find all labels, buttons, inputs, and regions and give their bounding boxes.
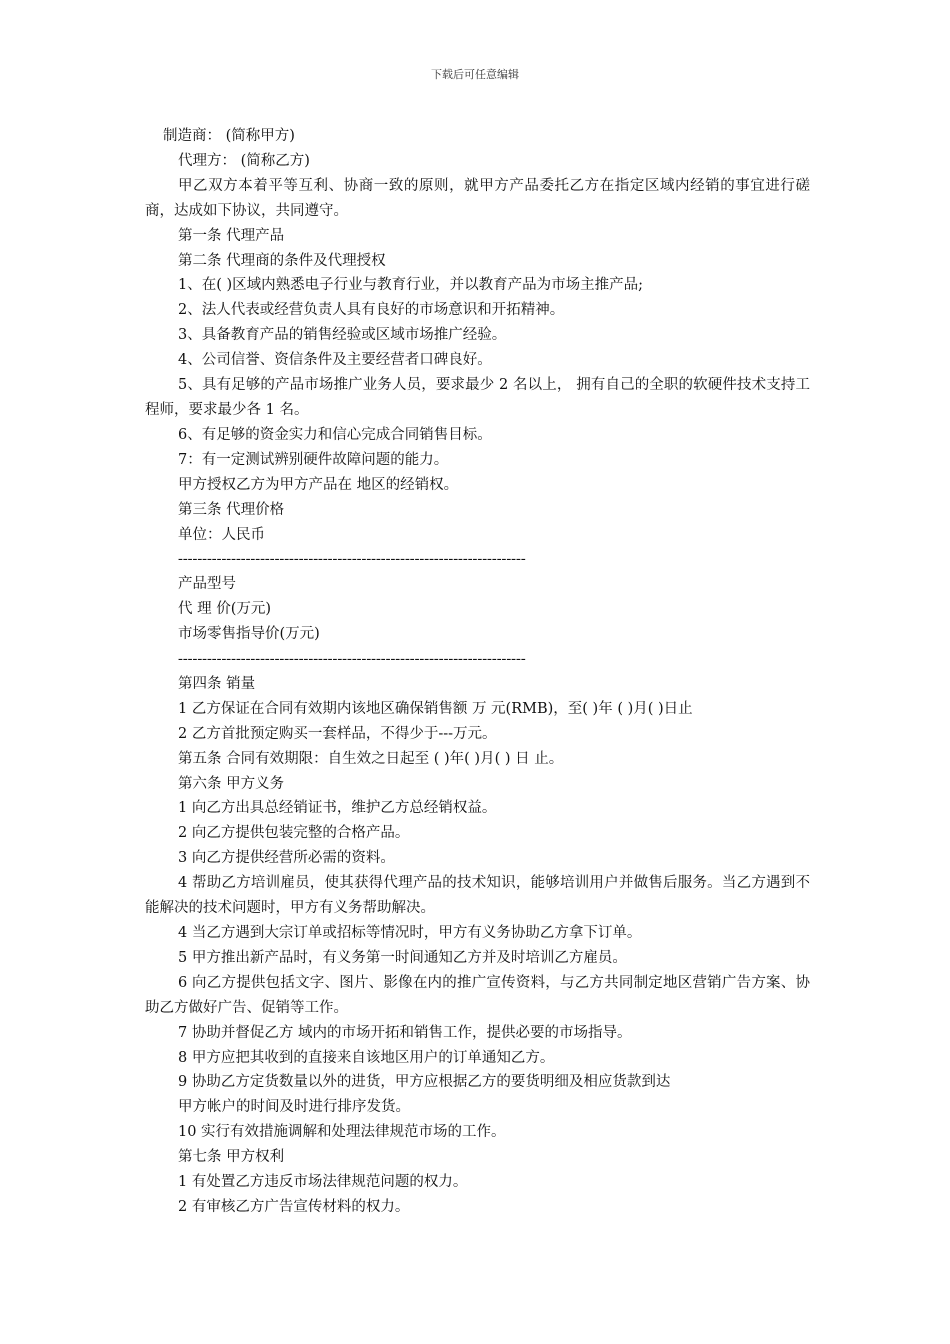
price-table-column: 市场零售指导价(万元): [178, 626, 320, 643]
article-2-item: 7：有一定测试辨别硬件故障问题的能力。: [178, 451, 449, 468]
table-divider: ------------------------------------------------------------------------: [178, 651, 526, 668]
article-7-item: 2 有审核乙方广告宣传材料的权力。: [178, 1198, 410, 1215]
article-6-item: 5 甲方推出新产品时，有义务第一时间通知乙方并及时培训乙方雇员。: [178, 949, 627, 966]
article-6-item: 2 向乙方提供包装完整的合格产品。: [178, 825, 410, 842]
article-6-heading: 第六条 甲方义务: [178, 775, 285, 792]
party-agent: 代理方： (简称乙方): [178, 152, 310, 169]
article-6-item: 4 帮助乙方培训雇员，使其获得代理产品的技术知识，能够培训用户并做售后服务。当乙方遇到不能解决的技术问题时，甲方有义务帮助解决。: [145, 875, 810, 917]
article-4-heading: 第四条 销量: [178, 675, 256, 692]
article-4-item: 1 乙方保证在合同有效期内该地区确保销售额 万 元(RMB)，至( )年 ( )月( )日止: [178, 700, 693, 717]
article-2-heading: 第二条 代理商的条件及代理授权: [178, 252, 386, 269]
document-body: [145, 124, 810, 1220]
article-6-item: 7 协助并督促乙方 域内的市场开拓和销售工作，提供必要的市场指导。: [178, 1024, 632, 1041]
article-6-item: 10 实行有效措施调解和处理法律规范市场的工作。: [178, 1124, 506, 1141]
article-6-item-continuation: 甲方帐户的时间及时进行排序发货。: [178, 1099, 410, 1116]
article-2-item: 5、具有足够的产品市场推广业务人员，要求最少 2 名以上， 拥有自己的全职的软硬件技术支持工程师，要求最少各 1 名。: [145, 377, 810, 418]
article-6-item: 4 当乙方遇到大宗订单或招标等情况时，甲方有义务协助乙方拿下订单。: [178, 925, 642, 941]
article-6-item: 3 向乙方提供经营所必需的资料。: [178, 850, 395, 867]
article-6-item: 8 甲方应把其收到的直接来自该地区用户的订单通知乙方。: [178, 1049, 555, 1066]
authorization-statement: 甲方授权乙方为甲方产品在 地区的经销权。: [178, 476, 459, 493]
article-2-item: 3、具备教育产品的销售经验或区域市场推广经验。: [178, 327, 507, 344]
article-3-heading: 第三条 代理价格: [178, 501, 285, 518]
article-7-heading: 第七条 甲方权利: [178, 1149, 285, 1166]
preamble-paragraph: 甲乙双方本着平等互利、协商一致的原则，就甲方产品委托乙方在指定区域内经销的事宜进行磋商，达成如下协议，共同遵守。: [145, 177, 810, 219]
article-6-item: 9 协助乙方定货数量以外的进货，甲方应根据乙方的要货明细及相应货款到达: [178, 1074, 671, 1091]
article-2-item: 4、公司信誉、资信条件及主要经营者口碑良好。: [178, 352, 492, 369]
party-manufacturer: 制造商： (简称甲方): [163, 128, 295, 144]
table-divider: ------------------------------------------------------------------------: [178, 551, 526, 568]
article-5-heading: 第五条 合同有效期限：自生效之日起至 ( )年( )月( ) 日 止。: [178, 750, 564, 767]
article-2-item: 2、法人代表或经营负责人具有良好的市场意识和开拓精神。: [178, 302, 565, 319]
price-table-column: 代 理 价(万元): [178, 601, 272, 618]
article-4-item: 2 乙方首批预定购买一套样品，不得少于---万元。: [178, 725, 497, 742]
article-6-item: 6 向乙方提供包括文字、图片、影像在内的推广宣传资料，与乙方共同制定地区营销广告方案、协助乙方做好广告、促销等工作。: [145, 974, 810, 1016]
article-6-item: 1 向乙方出具总经销证书，维护乙方总经销权益。: [178, 800, 497, 817]
article-7-item: 1 有处置乙方违反市场法律规范问题的权力。: [178, 1174, 468, 1191]
page-header-note: 下载后可任意编辑: [431, 68, 519, 81]
article-1-heading: 第一条 代理产品: [178, 227, 285, 244]
price-table-column: 产品型号: [178, 576, 236, 593]
article-2-item: 6、有足够的资金实力和信心完成合同销售目标。: [178, 426, 492, 443]
article-2-item: 1、在( )区域内熟悉电子行业与教育行业，并以教育产品为市场主推产品;: [178, 277, 644, 294]
price-unit: 单位：人民币: [178, 526, 265, 543]
